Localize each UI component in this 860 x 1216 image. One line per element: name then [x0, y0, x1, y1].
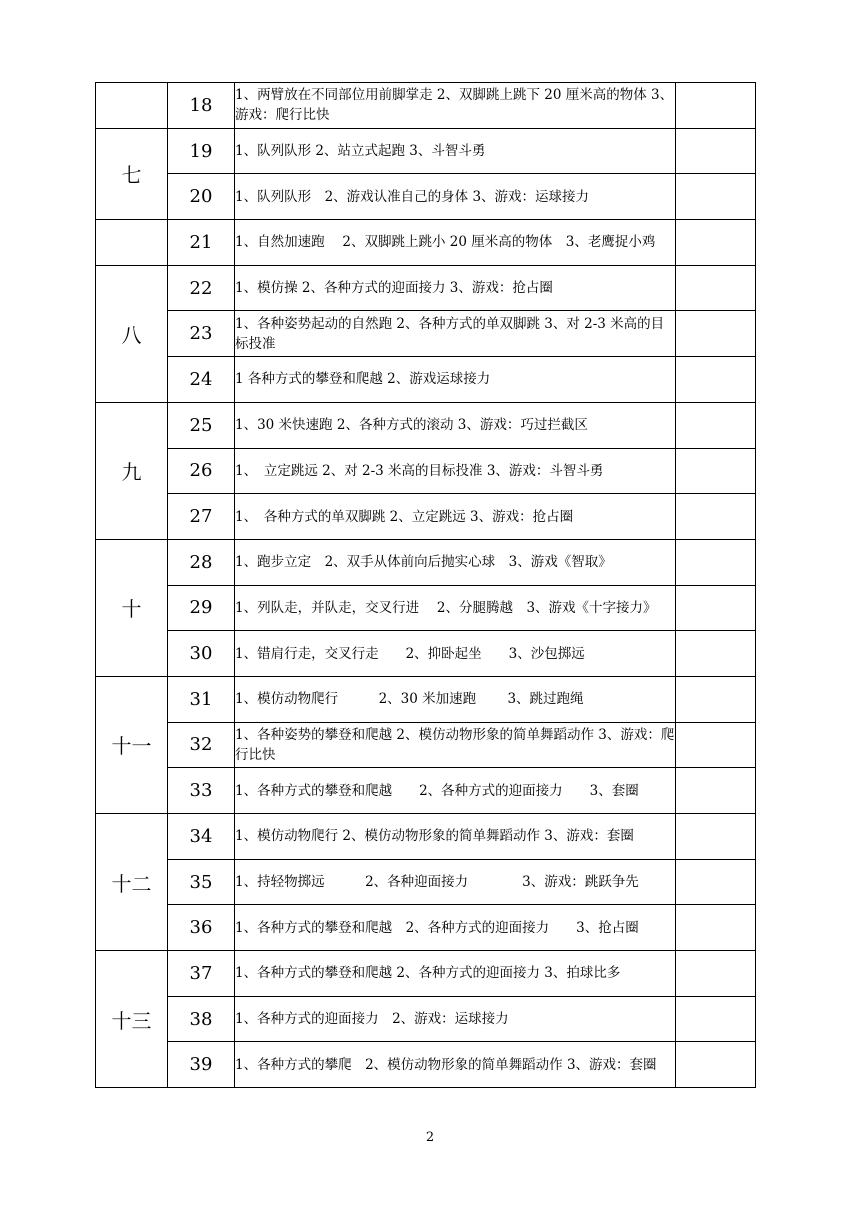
lesson-number: 33: [168, 768, 235, 814]
week-cell: [96, 83, 168, 129]
lesson-number: 19: [168, 128, 235, 174]
note-cell: [676, 265, 756, 311]
note-cell: [676, 676, 756, 722]
lesson-number: 38: [168, 996, 235, 1042]
lesson-content: 1、各种姿势的攀登和爬越 2、模仿动物形象的简单舞蹈动作 3、游戏：爬行比快: [235, 722, 676, 768]
table-row: [96, 722, 756, 768]
lesson-content: 1、各种姿势起动的自然跑 2、各种方式的单双脚跳 3、对 2-3 米高的目标投准: [235, 311, 676, 357]
lesson-content: 1、 各种方式的单双脚跳 2、立定跳远 3、游戏：抢占圈: [235, 494, 676, 540]
note-cell: [676, 722, 756, 768]
week-cell: 八: [96, 265, 168, 402]
table-row: [96, 585, 756, 631]
lesson-content: 1、列队走，并队走，交叉行进 2、分腿腾越 3、游戏《十字接力》: [235, 585, 676, 631]
lesson-number: 25: [168, 402, 235, 448]
note-cell: [676, 951, 756, 997]
lesson-number: 18: [168, 83, 235, 129]
note-cell: [676, 631, 756, 677]
note-cell: [676, 585, 756, 631]
note-cell: [676, 539, 756, 585]
lesson-number: 21: [168, 220, 235, 266]
table-row: [96, 905, 756, 951]
lesson-content: 1、错肩行走，交叉行走 2、抑卧起坐 3、沙包掷远: [235, 631, 676, 677]
lesson-content: 1、队列队形 2、游戏认准自己的身体 3、游戏：运球接力: [235, 174, 676, 220]
lesson-number: 28: [168, 539, 235, 585]
lesson-content: 1、自然加速跑 2、双脚跳上跳小 20 厘米高的物体 3、老鹰捉小鸡: [235, 220, 676, 266]
note-cell: [676, 1042, 756, 1088]
table-row: [96, 220, 756, 266]
note-cell: [676, 905, 756, 951]
note-cell: [676, 311, 756, 357]
lesson-content: 1、各种方式的攀爬 2、模仿动物形象的简单舞蹈动作 3、游戏：套圈: [235, 1042, 676, 1088]
lesson-number: 31: [168, 676, 235, 722]
lesson-content: 1、两臂放在不同部位用前脚掌走 2、双脚跳上跳下 20 厘米高的物体 3、游戏：爬行比快: [235, 83, 676, 129]
week-cell: 十: [96, 539, 168, 676]
note-cell: [676, 859, 756, 905]
note-cell: [676, 174, 756, 220]
lesson-content: 1、各种方式的攀登和爬越 2、各种方式的迎面接力 3、抢占圈: [235, 905, 676, 951]
lesson-number: 30: [168, 631, 235, 677]
lesson-number: 26: [168, 448, 235, 494]
table-row: [96, 996, 756, 1042]
note-cell: [676, 83, 756, 129]
week-cell: 十三: [96, 951, 168, 1088]
week-cell: 十二: [96, 814, 168, 951]
lesson-content: 1、30 米快速跑 2、各种方式的滚动 3、游戏：巧过拦截区: [235, 402, 676, 448]
table-row: [96, 951, 756, 997]
note-cell: [676, 128, 756, 174]
table-row: [96, 768, 756, 814]
lesson-plan-table: [95, 82, 756, 1088]
lesson-content: 1、持轻物掷远 2、各种迎面接力 3、游戏：跳跃争先: [235, 859, 676, 905]
lesson-content: 1、模仿操 2、各种方式的迎面接力 3、游戏：抢占圈: [235, 265, 676, 311]
lesson-number: 34: [168, 814, 235, 860]
lesson-content: 1、队列队形 2、站立式起跑 3、斗智斗勇: [235, 128, 676, 174]
lesson-number: 20: [168, 174, 235, 220]
lesson-number: 29: [168, 585, 235, 631]
note-cell: [676, 402, 756, 448]
note-cell: [676, 448, 756, 494]
lesson-content: 1、模仿动物爬行 2、模仿动物形象的简单舞蹈动作 3、游戏：套圈: [235, 814, 676, 860]
table-row: [96, 539, 756, 585]
lesson-number: 35: [168, 859, 235, 905]
note-cell: [676, 494, 756, 540]
table-row: [96, 311, 756, 357]
week-cell: 九: [96, 402, 168, 539]
lesson-number: 23: [168, 311, 235, 357]
lesson-content: 1、跑步立定 2、双手从体前向后抛实心球 3、游戏《智取》: [235, 539, 676, 585]
table-row: [96, 448, 756, 494]
note-cell: [676, 220, 756, 266]
note-cell: [676, 996, 756, 1042]
table-row: [96, 128, 756, 174]
table-row: [96, 859, 756, 905]
page-number: 2: [425, 1130, 435, 1145]
table-row: [96, 174, 756, 220]
lesson-content: 1、模仿动物爬行 2、30 米加速跑 3、跳过跑绳: [235, 676, 676, 722]
lesson-number: 36: [168, 905, 235, 951]
lesson-content: 1、各种方式的攀登和爬越 2、各种方式的迎面接力 3、套圈: [235, 768, 676, 814]
week-cell: 十一: [96, 676, 168, 813]
lesson-number: 32: [168, 722, 235, 768]
lesson-number: 22: [168, 265, 235, 311]
lesson-content: 1、 立定跳远 2、对 2-3 米高的目标投准 3、游戏：斗智斗勇: [235, 448, 676, 494]
lesson-number: 39: [168, 1042, 235, 1088]
lesson-content: 1、各种方式的攀登和爬越 2、各种方式的迎面接力 3、拍球比多: [235, 951, 676, 997]
table-row: [96, 494, 756, 540]
note-cell: [676, 768, 756, 814]
lesson-number: 24: [168, 357, 235, 403]
table-row: [96, 676, 756, 722]
lesson-content: 1、各种方式的迎面接力 2、游戏：运球接力: [235, 996, 676, 1042]
table-row: [96, 631, 756, 677]
lesson-number: 37: [168, 951, 235, 997]
table-row: [96, 1042, 756, 1088]
table-row: [96, 357, 756, 403]
lesson-content: 1 各种方式的攀登和爬越 2、游戏运球接力: [235, 357, 676, 403]
week-cell: 七: [96, 128, 168, 219]
table-row: [96, 265, 756, 311]
table-row: [96, 83, 756, 129]
note-cell: [676, 357, 756, 403]
note-cell: [676, 814, 756, 860]
table-row: [96, 814, 756, 860]
table-row: [96, 402, 756, 448]
lesson-number: 27: [168, 494, 235, 540]
week-cell: [96, 220, 168, 266]
